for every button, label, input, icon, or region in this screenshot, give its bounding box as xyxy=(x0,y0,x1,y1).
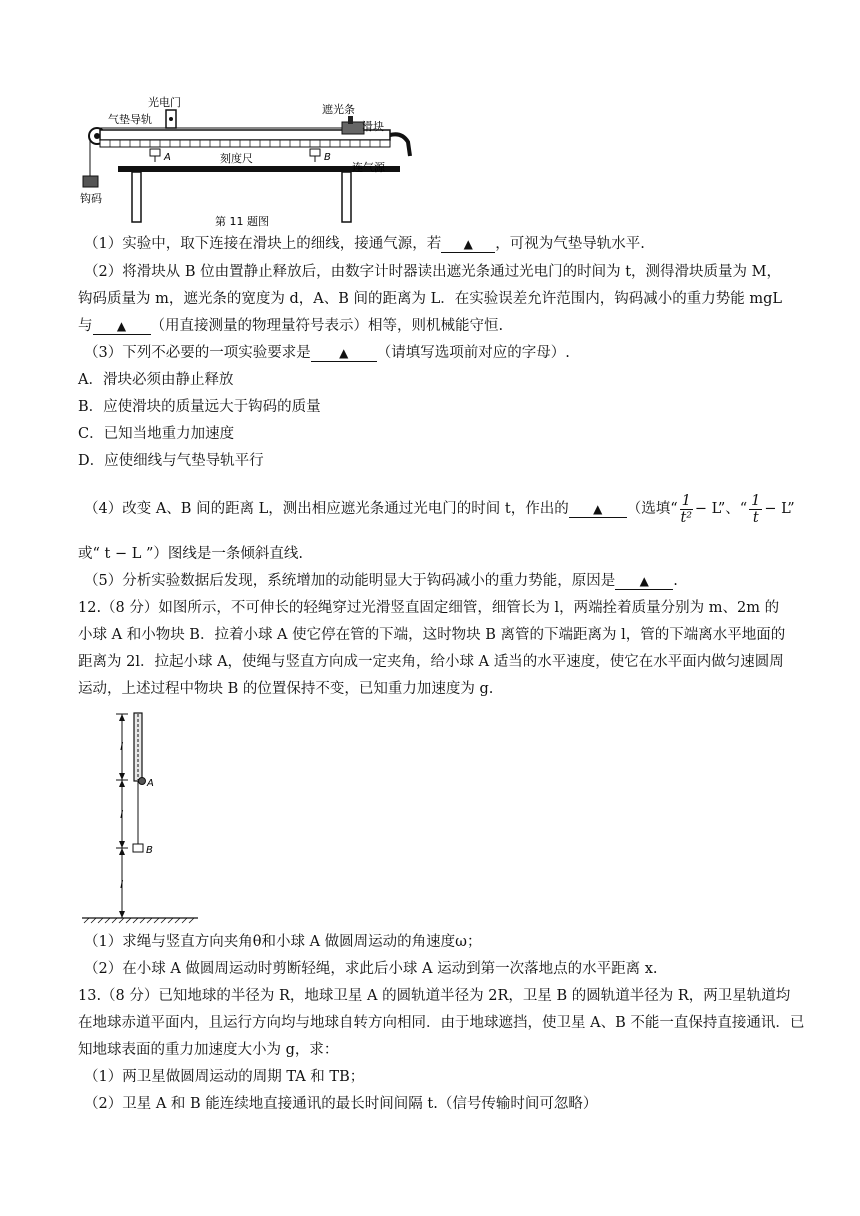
label-weight: 钩码 xyxy=(80,192,102,205)
ball-a xyxy=(139,778,146,785)
dim-l-2: l xyxy=(120,808,124,821)
answer-blank-2[interactable]: ▲ xyxy=(93,318,151,335)
label-scale: 刻度尺 xyxy=(220,152,253,165)
weight-block xyxy=(83,176,98,187)
q11-part2-line2: 钩码质量为 m，遮光条的宽度为 d，A、B 间的距离为 L．在实验误差允许范围内，钩码减小的重力势能 mgL xyxy=(78,291,782,307)
tube-figure xyxy=(80,706,210,928)
q11-part1: （1）实验中，取下连接在滑块上的细线，接通气源，若 ▲ ，可视为气垫导轨水平. xyxy=(84,236,645,252)
answer-blank-4[interactable]: ▲ xyxy=(569,501,627,518)
answer-blank-3[interactable]: ▲ xyxy=(311,345,377,362)
q11-part4-line2: 或“ t − L ”）图线是一条倾斜直线. xyxy=(78,546,303,562)
label-slider: 滑块 xyxy=(362,120,384,133)
label-strip: 遮光条 xyxy=(322,103,355,116)
q12-line1: 12.（8 分）如图所示，不可伸长的轻绳穿过光滑竖直固定细管，细管长为 l，两端拴着质量分别为 m、2m 的 xyxy=(78,600,780,616)
q13-line1: 13.（8 分）已知地球的半径为 R，地球卫星 A 的圆轨道半径为 2R，卫星 B 的圆轨道半径为 R，两卫星轨道均 xyxy=(78,988,791,1004)
q13-line2: 在地球赤道平面内，且运行方向均与地球自转方向相同．由于地球遮挡，使卫星 A、B 不能一直保持直接通讯．已 xyxy=(78,1015,805,1031)
q13-sub2: （2）卫星 A 和 B 能连续地直接通讯的最长时间间隔 t.（信号传输时间可忽略） xyxy=(84,1096,598,1112)
option-c: C．已知当地重力加速度 xyxy=(78,426,235,442)
q13-sub1: （1）两卫星做圆周运动的周期 TA 和 TB； xyxy=(84,1069,365,1085)
shading-strip xyxy=(348,116,353,124)
answer-blank-5[interactable]: ▲ xyxy=(615,573,673,590)
q11-part4-line1: （4）改变 A、B 间的距离 L，测出相应遮光条通过光电门的时间 t，作出的 ▲ （选填“ $\frac{1}{\text{t²}}$ − L”、“ $\frac{1}{t}$ − L” xyxy=(84,492,795,526)
q12-line4: 运动，上述过程中物块 B 的位置保持不变，已知重力加速度为 g. xyxy=(78,681,494,697)
option-d: D．应使细线与气垫导轨平行 xyxy=(78,453,264,469)
q12-line2: 小球 A 和小物块 B．拉着小球 A 使它停在管的下端，这时物块 B 离管的下端距离为 l，管的下端离水平地面的 xyxy=(78,627,786,643)
q11-part2-line3: 与 ▲ （用直接测量的物理量符号表示）相等，则机械能守恒. xyxy=(78,318,504,334)
q12-sub2: （2）在小球 A 做圆周运动时剪断轻绳，求此后小球 A 运动到第一次落地点的水平距离 x. xyxy=(84,961,658,977)
label-ball-a: A xyxy=(147,778,154,789)
option-a: A．滑块必须由静止释放 xyxy=(78,372,234,388)
q13-line3: 知地球表面的重力加速度大小为 g，求： xyxy=(78,1042,339,1058)
air-track-figure xyxy=(80,92,440,232)
label-air: 连气源 xyxy=(352,161,385,174)
block-b xyxy=(133,844,143,852)
option-b: B．应使滑块的质量远大于钩码的质量 xyxy=(78,399,321,415)
q12-line3: 距离为 2l．拉起小球 A，使绳与竖直方向成一定夹角，给小球 A 适当的水平速度，使它在水平面内做匀速圆周 xyxy=(78,654,784,670)
q12-sub1: （1）求绳与竖直方向夹角θ和小球 A 做圆周运动的角速度ω； xyxy=(84,934,482,950)
q11-part2-line1: （2）将滑块从 B 位由置静止释放后，由数字计时器读出遮光条通过光电门的时间为 t，测得滑块质量为 M， xyxy=(84,264,781,280)
answer-blank-1[interactable]: ▲ xyxy=(441,236,495,253)
label-B: B xyxy=(324,152,331,163)
label-photogate: 光电门 xyxy=(148,96,181,109)
fraction-1-over-t: $\frac{1}{t}$ xyxy=(751,492,761,526)
dim-l-3: l xyxy=(120,878,124,891)
label-track: 气垫导轨 xyxy=(108,113,152,126)
figure-caption: 第 11 题图 xyxy=(215,215,269,228)
dim-l-1: l xyxy=(120,740,124,753)
q11-part3: （3）下列不必要的一项实验要求是 ▲ （请填写选项前对应的字母）. xyxy=(84,345,570,361)
label-block-b: B xyxy=(146,845,153,856)
label-A: A xyxy=(164,152,171,163)
fraction-1-over-t2: $\frac{1}{\text{t²}}$ xyxy=(680,492,693,526)
q11-part5: （5）分析实验数据后发现，系统增加的动能明显大于钩码减小的重力势能，原因是 ▲ . xyxy=(84,573,678,589)
